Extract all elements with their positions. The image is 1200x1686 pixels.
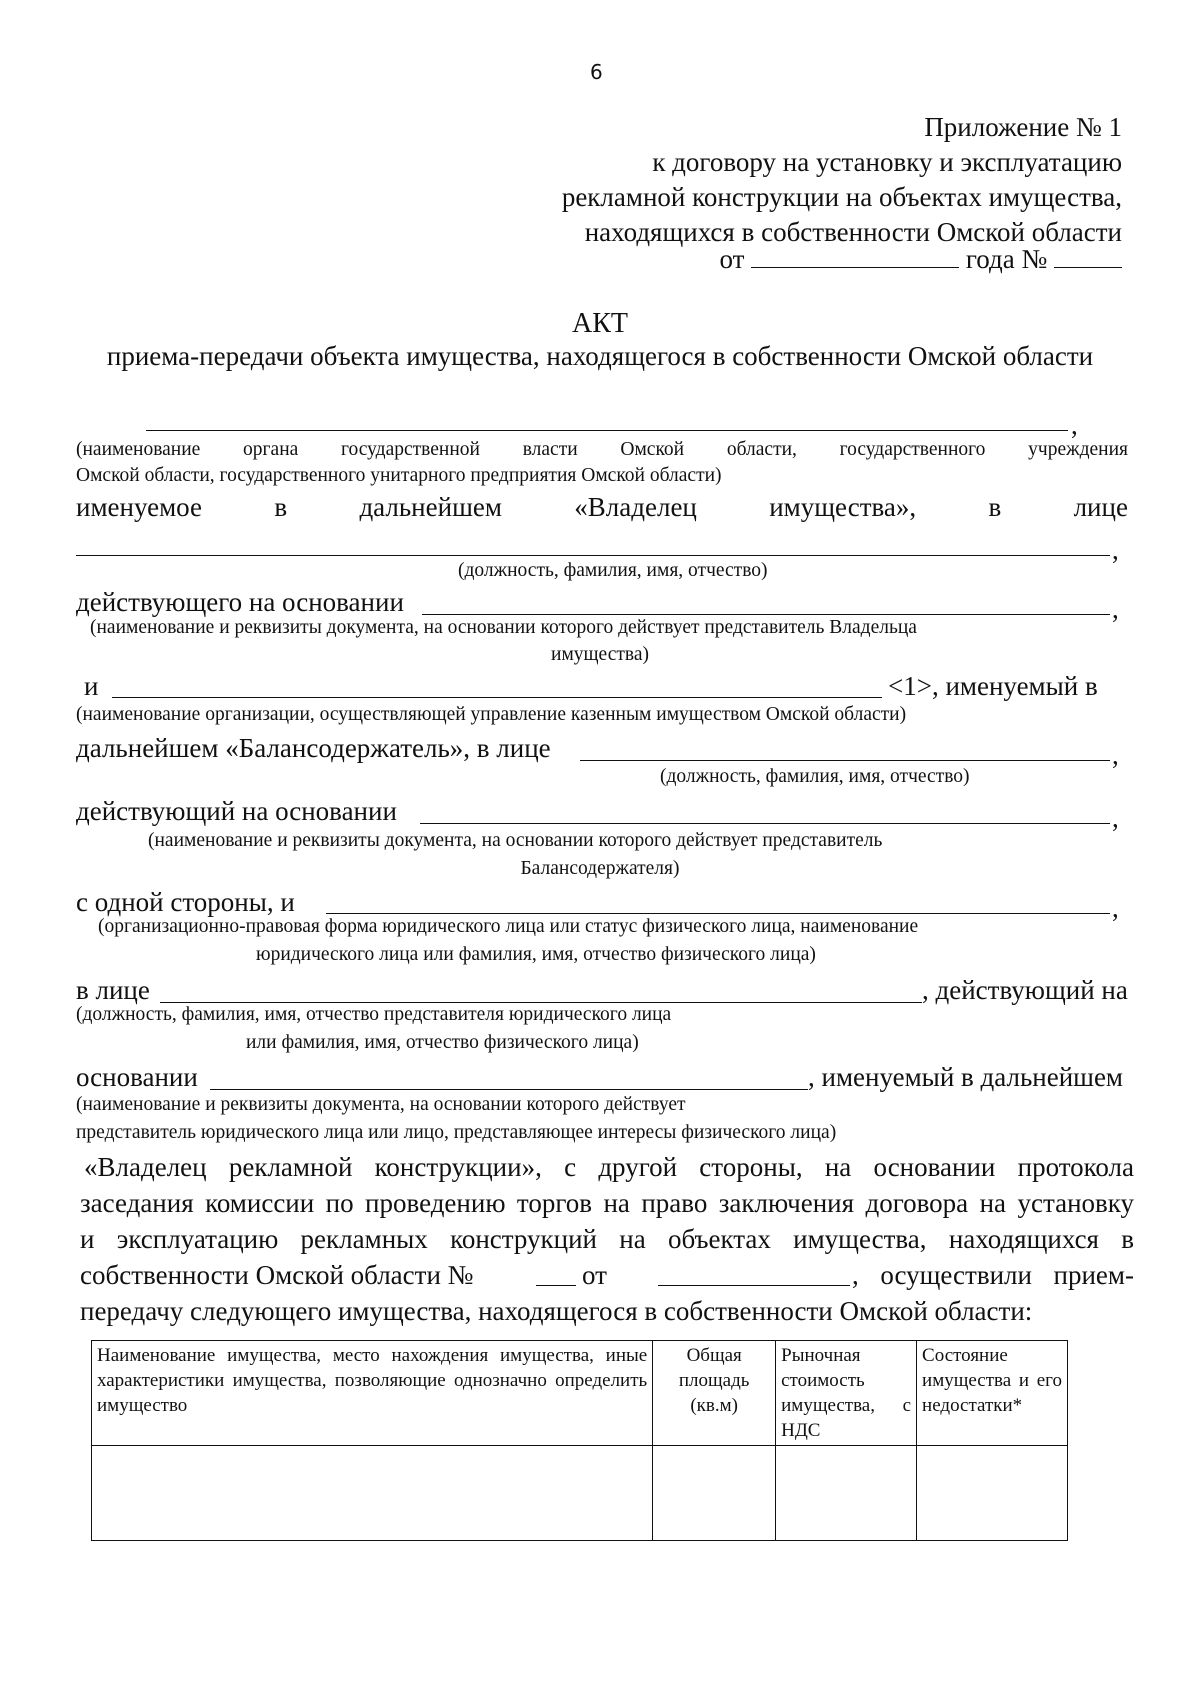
paragraph-line-4a: собственности Омской области №: [80, 1260, 474, 1290]
basis-word: основании: [76, 1062, 198, 1092]
org-hint: (наименование организации, осуществляющей управление казенным имуществом Омской области): [76, 704, 907, 725]
organization-blank: [112, 697, 882, 698]
word: имущества»,: [769, 492, 917, 522]
appendix-date-line: [719, 244, 1122, 275]
appendix-title: Приложение № 1: [924, 112, 1122, 142]
balance-holder-line: дальнейшем «Балансодержатель», в лице: [76, 733, 551, 763]
date-blank: [751, 245, 959, 268]
table-cell[interactable]: [653, 1446, 776, 1541]
protocol-date-blank: [658, 1285, 850, 1286]
rep-hint-2: или фамилия, имя, отчество физического лица): [246, 1032, 639, 1053]
year-label: года №: [965, 244, 1048, 274]
basis-blank-3: [210, 1089, 808, 1090]
protocol-number-blank: [536, 1285, 576, 1286]
owner-blank: [146, 430, 1068, 431]
balance-representative-blank: [580, 760, 1110, 761]
comma: ,: [1112, 893, 1119, 923]
rep-hint-1: (должность, фамилия, имя, отчество представителя юридического лица: [76, 1004, 672, 1025]
word: «Владелец: [574, 492, 697, 522]
table-row: [92, 1446, 1068, 1541]
word: лице: [1073, 492, 1128, 522]
position-hint-2: (должность, фамилия, имя, отчество): [660, 766, 970, 787]
number-blank: [1054, 245, 1122, 268]
doc-hint-1b: имущества): [551, 644, 649, 665]
table-cell[interactable]: [92, 1446, 653, 1541]
owner-hint-1: (наименование органа государственной власти Омской области, государственного учреждения: [76, 439, 1128, 460]
comma: ,: [1112, 594, 1119, 624]
word: дальнейшем: [359, 492, 502, 522]
appendix-line-3: рекламной конструкции на объектах имущества,: [561, 182, 1122, 212]
position-hint-1: (должность, фамилия, имя, отчество): [458, 560, 768, 581]
appendix-line-4: находящихся в собственности Омской области: [584, 217, 1122, 247]
paragraph-line-2: заседания комиссии по проведению торгов на право заключения договора на установку: [80, 1188, 1134, 1218]
paragraph-line-3: и эксплуатацию рекламных конструкций на объектах имущества, находящихся в: [80, 1224, 1134, 1254]
doc-hint-1a: (наименование и реквизиты документа, на основании которого действует представитель Владельца: [90, 617, 917, 638]
comma: ,: [1112, 535, 1119, 565]
owner-hint-2: Омской области, государственного унитарного предприятия Омской области): [76, 465, 722, 486]
document-subtitle: приема-передачи объекта имущества, находящегося в собственности Омской области: [106, 341, 1094, 371]
acting-basis-1: действующего на основании: [76, 587, 404, 617]
acting-on-label: , действующий на: [922, 975, 1128, 1005]
table-cell[interactable]: [776, 1446, 917, 1541]
appendix-line-2: к договору на установку и эксплуатацию: [652, 147, 1122, 177]
comma: ,: [1112, 803, 1119, 833]
named-suffix: <1>, именуемый в: [888, 671, 1098, 701]
comma: ,: [1071, 410, 1078, 440]
table-cell[interactable]: [917, 1446, 1068, 1541]
table-header-row: [92, 1341, 1068, 1446]
document-title: АКТ: [572, 308, 628, 339]
paragraph-line-5: передачу следующего имущества, находящегося в собственности Омской области:: [80, 1296, 1033, 1326]
paragraph-line-4b: от: [582, 1260, 607, 1290]
paragraph-line-4c: , осуществили прием-: [852, 1260, 1134, 1290]
word: в: [274, 492, 288, 522]
doc-hint-2a: (наименование и реквизиты документа, на основании которого действует представитель: [148, 830, 883, 851]
one-side-line: с одной стороны, и: [76, 887, 295, 917]
word: именуемое: [76, 492, 202, 522]
from-label: от: [719, 244, 745, 274]
property-table: [91, 1340, 1068, 1541]
in-person-label: в лице: [76, 975, 150, 1005]
doc-hint-3b: представитель юридического лица или лицо, представляющее интересы физического лица): [76, 1122, 837, 1143]
header-cell-condition: Состояние имущества и его недостатки*: [917, 1341, 1068, 1446]
legal-hint-1: (организационно-правовая форма юридического лица или статус физического лица, наименование: [98, 916, 919, 937]
named-further: , именуемый в дальнейшем: [808, 1062, 1124, 1092]
page-number: 6: [590, 60, 603, 84]
representative-blank: [160, 1002, 922, 1003]
named-owner-line: [76, 492, 1128, 523]
basis-blank-2: [420, 823, 1110, 824]
acting-basis-2: действующий на основании: [76, 796, 397, 826]
header-cell-area: Общая площадь (кв.м): [653, 1341, 776, 1446]
counterparty-blank: [326, 913, 1110, 914]
word: в: [988, 492, 1002, 522]
paragraph-line-1: «Владелец рекламной конструкции», с другой стороны, на основании протокола: [84, 1152, 1134, 1182]
doc-hint-2b: Балансодержателя): [520, 858, 680, 879]
header-cell-name: Наименование имущества, место нахождения имущества, иные характеристики имущества, позволяющие однозначно определить имущество: [92, 1341, 653, 1446]
comma: ,: [1112, 740, 1119, 770]
and-label: и: [84, 671, 99, 701]
basis-blank-1: [422, 614, 1110, 615]
doc-hint-3a: (наименование и реквизиты документа, на основании которого действует: [76, 1094, 686, 1115]
header-cell-value: Рыночная стоимость имущества, с НДС: [776, 1341, 917, 1446]
owner-representative-blank: [76, 555, 1110, 556]
legal-hint-2: юридического лица или фамилия, имя, отчество физического лица): [256, 944, 816, 965]
